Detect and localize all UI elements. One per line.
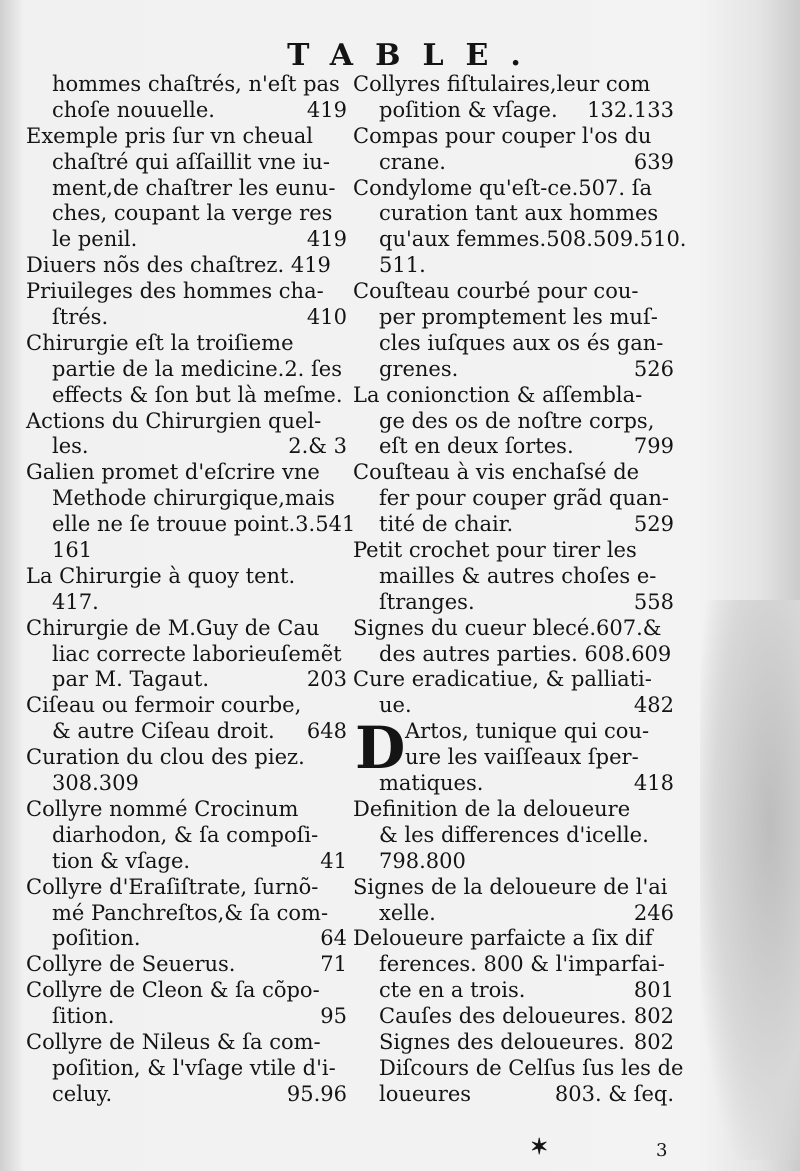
- entry-text: ſtrés.: [52, 305, 109, 330]
- entry-text: Exemple pris ſur vn cheual: [26, 123, 313, 148]
- entry-text: qu'aux femmes.508.509.510.: [379, 227, 687, 252]
- index-entry-line: [26, 434, 351, 460]
- index-entry-line: [353, 72, 678, 98]
- entry-text: matiques.: [379, 771, 484, 796]
- index-entry-line: [353, 642, 678, 668]
- index-entry-line: [26, 201, 351, 227]
- page-reference: 802: [633, 1029, 674, 1054]
- index-entry-line: [26, 538, 351, 564]
- entry-text: Priuileges des hommes cha-: [26, 279, 324, 304]
- entry-text: Ciſeau ou fermoir courbe,: [26, 693, 302, 718]
- index-entry-line: [353, 667, 678, 693]
- entry-text: des autres parties. 608.609: [379, 641, 672, 666]
- index-entry-line: [353, 227, 687, 253]
- index-entry-line: [26, 150, 351, 176]
- index-entry-line: [353, 1030, 678, 1056]
- index-entry-line: [353, 460, 678, 486]
- entry-text: Methode chirurgique,mais: [52, 486, 335, 511]
- page-reference: 803. & ſeq.: [554, 1081, 674, 1106]
- paper-stain: [700, 600, 800, 1160]
- index-entry-line: [26, 1004, 351, 1030]
- entry-text: 798.800: [379, 848, 466, 873]
- entry-text: Galien promet d'eſcrire vne: [26, 460, 320, 485]
- index-entry-line: [353, 771, 678, 797]
- dropcap-line: Artos, tunique qui cou-: [405, 719, 650, 744]
- entry-text: & les differences d'icelle.: [379, 822, 649, 847]
- entry-text: chaſtré qui aſſaillit vne iu-: [52, 149, 330, 174]
- entry-text: Collyre d'Eraſiſtrate, ſurnõ-: [26, 874, 319, 899]
- index-entry-line: [26, 667, 351, 693]
- page-reference: 418: [633, 771, 674, 796]
- index-entry-line: [353, 486, 678, 512]
- entry-text: tion & vſage.: [52, 848, 191, 873]
- index-entry-line: [353, 978, 678, 1004]
- entry-text: Collyres fiſtulaires,leur com: [353, 72, 651, 96]
- index-entry-line: [353, 797, 678, 823]
- index-entry-line: [353, 124, 678, 150]
- index-entry-line: [353, 590, 678, 616]
- entry-text: Couſteau à vis enchaſsé de: [353, 460, 640, 485]
- index-entry-line: [26, 978, 351, 1004]
- page-reference: 41: [320, 848, 347, 873]
- dropcap-letter: D: [355, 714, 406, 783]
- index-entry-line: [26, 460, 351, 486]
- index-entry-line: [26, 486, 351, 512]
- index-entry-line: [26, 875, 351, 901]
- index-entry-line: [26, 1056, 351, 1082]
- entry-text: curation tant aux hommes: [379, 201, 659, 226]
- entry-text: par M. Tagaut.: [52, 667, 210, 692]
- index-entry-line: [26, 952, 351, 978]
- entry-text: cles iuſques aux os és gan-: [379, 330, 664, 355]
- page-reference: 203: [306, 667, 347, 692]
- index-entry-line: [353, 331, 678, 357]
- page-reference: 71: [320, 952, 347, 977]
- dropcap-entry: [353, 714, 678, 783]
- entry-text: liac correcte laborieuſemẽt: [52, 641, 342, 666]
- index-entry-line: [26, 357, 351, 383]
- entry-text: per promptement les muſ-: [379, 305, 658, 330]
- page-reference: 801: [633, 978, 674, 1003]
- entry-text: Diſcours de Celſus ſus les de: [379, 1055, 684, 1080]
- index-entry-line: [353, 901, 678, 927]
- right-column: [353, 72, 687, 1108]
- page-reference: 558: [633, 589, 674, 614]
- page-reference: 95: [320, 1004, 347, 1029]
- entry-text: poſition & vſage.: [379, 97, 558, 122]
- index-entry-line: [353, 357, 678, 383]
- entry-text: Diuers nõs des chaſtrez. 419: [26, 253, 331, 278]
- entry-text: 511.: [379, 253, 426, 278]
- index-entry-line: [26, 279, 351, 305]
- entry-text: Collyre de Seuerus.: [26, 952, 236, 977]
- entry-text: Collyre nommé Crocinum: [26, 796, 299, 821]
- index-entry-line: [26, 253, 351, 279]
- entry-text: fer pour couper grãd quan-: [379, 486, 669, 511]
- page-signature-number: 3: [656, 1140, 668, 1161]
- page-reference: 529: [633, 512, 674, 537]
- entry-text: effects & ſon but là meſme.: [52, 382, 343, 407]
- index-entry-line: [353, 150, 678, 176]
- index-entry-line: [353, 875, 678, 901]
- entry-text: poſition, & l'vſage vtile d'i-: [52, 1055, 336, 1080]
- page-reference: 64: [320, 926, 347, 951]
- entry-text: Collyre de Nileus & ſa com-: [26, 1029, 321, 1054]
- index-entry-line: [26, 771, 351, 797]
- entry-text: Chirurgie eſt la troiſieme: [26, 330, 294, 355]
- page-reference: 648: [306, 719, 347, 744]
- index-entry-line: [353, 253, 678, 279]
- index-entry-line: [353, 1082, 678, 1108]
- entry-text: Actions du Chirurgien quel-: [26, 408, 322, 433]
- index-entry-line: [26, 745, 351, 771]
- entry-text: Chirurgie de M.Guy de Cau: [26, 615, 320, 640]
- entry-text: La conionction & aſſembla-: [353, 382, 643, 407]
- index-entry-line: [26, 383, 351, 409]
- index-entry-line: [353, 279, 678, 305]
- entry-text: Signes des deloueures.: [379, 1029, 625, 1054]
- index-entry-line: [353, 538, 678, 564]
- index-entry-line: [26, 823, 351, 849]
- index-entry-line: [26, 1082, 351, 1108]
- entry-text: ferences. 800 & l'imparfai-: [379, 952, 665, 977]
- index-entry-line: [26, 305, 351, 331]
- entry-text: ches, coupant la verge res: [52, 201, 333, 226]
- page-reference: 410: [306, 305, 347, 330]
- index-entry-line: [26, 693, 351, 719]
- index-entry-line: [26, 901, 351, 927]
- index-entry-line: [26, 797, 351, 823]
- index-entry-line: [26, 409, 351, 435]
- index-entry-line: [353, 383, 678, 409]
- index-entry-line: [353, 305, 678, 331]
- index-entry-line: [26, 719, 351, 745]
- entry-text: 308.309: [52, 771, 139, 796]
- entry-text: hommes chaſtrés, n'eſt pas: [52, 72, 340, 96]
- page-reference: 482: [633, 693, 674, 718]
- index-entry-line: [26, 616, 351, 642]
- entry-text: eſt en deux ſortes.: [379, 434, 574, 459]
- running-head: TABLE.: [287, 38, 543, 73]
- page-reference: 246: [633, 900, 674, 925]
- entry-text: xelle.: [379, 900, 436, 925]
- entry-text: choſe nouuelle.: [52, 97, 215, 122]
- page-reference: 2.& 3: [288, 434, 347, 459]
- index-entry-line: [353, 564, 678, 590]
- entry-text: le penil.: [52, 227, 138, 252]
- index-entry-line: [353, 201, 678, 227]
- entry-text: ment,de chaſtrer les eunu-: [52, 175, 336, 200]
- entry-text: Curation du clou des piez.: [26, 745, 305, 770]
- index-entry-line: [26, 331, 351, 357]
- page-reference: 95.96: [286, 1081, 347, 1106]
- index-entry-line: [353, 176, 678, 202]
- page-reference: 639: [633, 149, 674, 174]
- index-entry-line: [353, 849, 678, 875]
- entry-text: Collyre de Cleon & ſa cõpo-: [26, 978, 320, 1003]
- entry-text: Cure eradicatiue, & palliati-: [353, 667, 652, 692]
- index-entry-line: [26, 72, 351, 98]
- index-entry-line: [353, 98, 678, 124]
- entry-text: grenes.: [379, 356, 459, 381]
- entry-text: 161: [52, 538, 93, 563]
- entry-text: poſition.: [52, 926, 141, 951]
- entry-text: Definition de la deloueure: [353, 796, 631, 821]
- index-entry-line: [353, 616, 678, 642]
- entry-text: cte en a trois.: [379, 978, 526, 1003]
- entry-text: Deloueure parfaicte a ſix dif: [353, 926, 653, 951]
- index-entry-line: [353, 1055, 684, 1082]
- index-entry-line: [353, 926, 678, 952]
- page-reference: 802: [633, 1004, 674, 1029]
- entry-text: tité de chair.: [379, 512, 514, 537]
- index-entry-line: [26, 124, 351, 150]
- index-entry-line: [26, 176, 351, 202]
- entry-text: ſtranges.: [379, 589, 475, 614]
- entry-text: Petit crochet pour tirer les: [353, 538, 637, 563]
- dropcap-line: ure les vaiſſeaux ſper-: [405, 745, 639, 770]
- index-entry-line: [26, 564, 351, 590]
- entry-text: crane.: [379, 149, 446, 174]
- index-entry-line: [26, 849, 351, 875]
- entry-text: elle ne ſe trouue point.3.541: [52, 512, 356, 537]
- page-reference: 526: [633, 356, 674, 381]
- entry-text: Couſteau courbé pour cou-: [353, 279, 639, 304]
- index-entry-line: [26, 590, 351, 616]
- entry-text: Signes du cueur blecé.607.&: [353, 615, 662, 640]
- page-reference: 799: [633, 434, 674, 459]
- entry-text: Compas pour couper l'os du: [353, 123, 652, 148]
- entry-text: ſition.: [52, 1004, 115, 1029]
- index-entry-line: [353, 512, 678, 538]
- left-column: [26, 72, 356, 1108]
- index-entry-line: [26, 642, 351, 668]
- page-reference: 132.133: [587, 97, 674, 122]
- index-entry-line: [26, 98, 351, 124]
- page-reference: 419: [306, 97, 347, 122]
- entry-text: Signes de la deloueure de l'ai: [353, 874, 668, 899]
- index-entry-line: [26, 512, 356, 538]
- entry-text: ue.: [379, 693, 412, 718]
- entry-text: Condylome qu'eſt-ce.507. ſa: [353, 175, 652, 200]
- entry-text: les.: [52, 434, 89, 459]
- entry-text: ge des os de noſtre corps,: [379, 408, 655, 433]
- entry-text: partie de la medicine.2. ſes: [52, 356, 343, 381]
- index-entry-line: [26, 926, 351, 952]
- index-entry-line: [353, 434, 678, 460]
- page-reference: 419: [306, 227, 347, 252]
- entry-text: loueures: [379, 1081, 472, 1106]
- entry-text: 417.: [52, 589, 99, 614]
- index-entry-line: [353, 1004, 678, 1030]
- index-entry-line: [353, 823, 678, 849]
- entry-text: La Chirurgie à quoy tent.: [26, 563, 296, 588]
- index-entry-line: [353, 952, 678, 978]
- entry-text: mé Panchreſtos,& ſa com-: [52, 900, 329, 925]
- entry-text: mailles & autres choſes e-: [379, 563, 657, 588]
- entry-text: Cauſes des deloueures.: [379, 1004, 627, 1029]
- signature-mark: ✶: [530, 1134, 549, 1160]
- index-entry-line: [353, 409, 678, 435]
- index-entry-line: [26, 1030, 351, 1056]
- entry-text: celuy.: [52, 1081, 113, 1106]
- index-entry-line: [26, 227, 351, 253]
- entry-text: diarhodon, & ſa compoſi-: [52, 822, 319, 847]
- entry-text: & autre Ciſeau droit.: [52, 719, 275, 744]
